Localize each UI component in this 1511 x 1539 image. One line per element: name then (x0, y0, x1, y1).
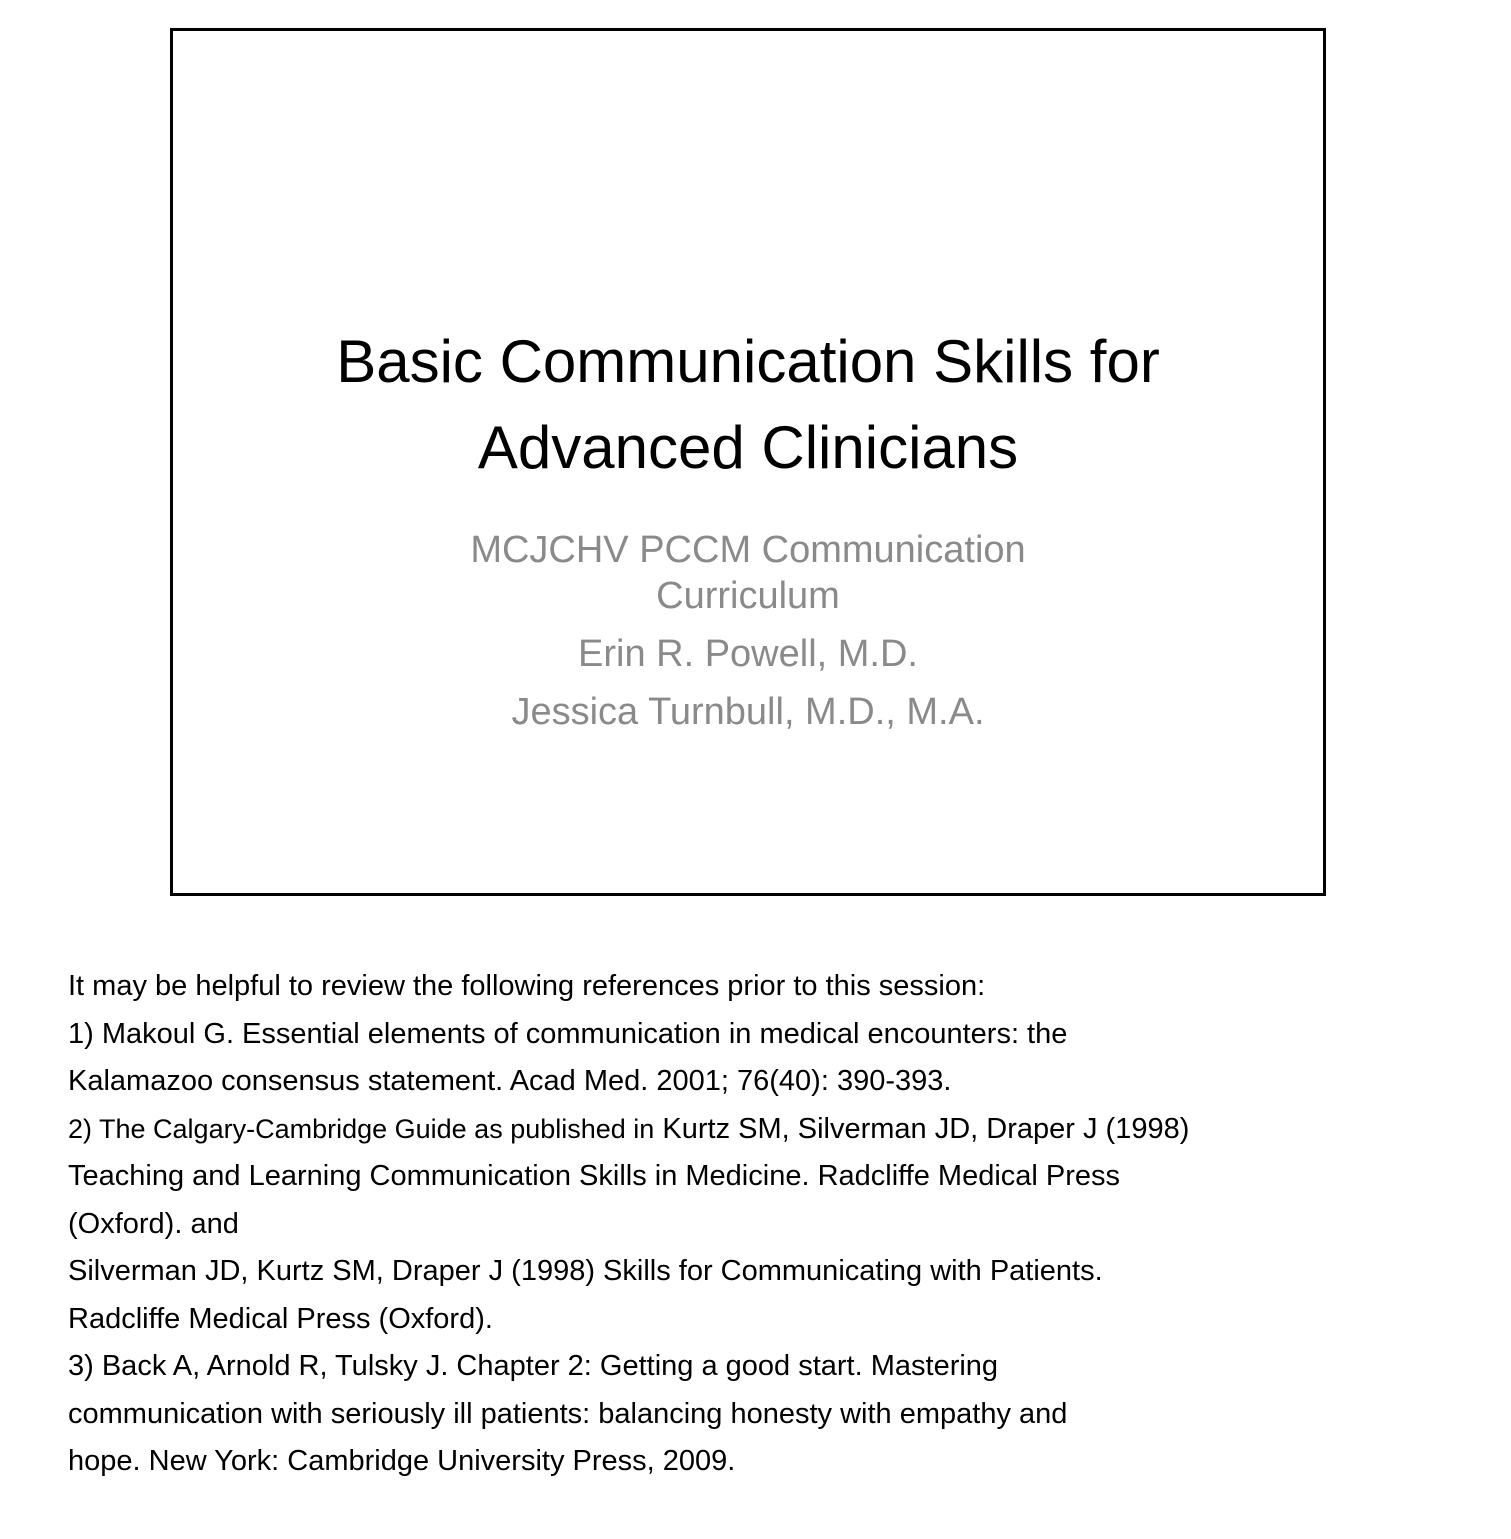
author-1: Erin R. Powell, M.D. (578, 633, 918, 675)
subtitle-line-2: Curriculum (656, 575, 840, 617)
reference-1-line-2: Kalamazoo consensus statement. Acad Med. 2001; 76(40): 390-393. (68, 1065, 952, 1097)
reference-2-line-1 (68, 1106, 1468, 1154)
slide-title-line-2: Advanced Clinicians (477, 414, 1019, 481)
reference-2-guide-text: 2) The Calgary-Cambridge Guide as published in (68, 1113, 655, 1144)
reference-2-line-5: Radcliffe Medical Press (Oxford). (68, 1302, 493, 1335)
reference-2-line-4: Silverman JD, Kurtz SM, Draper J (1998) Skills for Communicating with Patients. (68, 1255, 1103, 1287)
reference-3-line-3: hope. New York: Cambridge University Press, 2009. (68, 1445, 736, 1477)
reference-3-line-1: 3) Back A, Arnold R, Tulsky J. Chapter 2: Getting a good start. Mastering (68, 1350, 999, 1382)
reference-3-line-2: communication with seriously ill patients: balancing honesty with empathy and (68, 1397, 1068, 1430)
reference-1-line-1: 1) Makoul G. Essential elements of communication in medical encounters: the (68, 1017, 1068, 1050)
subtitle-line-1: MCJCHV PCCM Communication (470, 529, 1026, 571)
speaker-notes (68, 963, 1468, 1486)
author-2: Jessica Turnbull, M.D., M.A. (511, 691, 985, 733)
reference-2-authors-text: Kurtz SM, Silverman JD, Draper J (1998) (654, 1112, 1190, 1145)
slide-frame (170, 28, 1326, 896)
slide-title (173, 319, 1323, 491)
slide-title-line-1: Basic Communication Skills for (336, 328, 1160, 395)
reference-2-line-2: Teaching and Learning Communication Skills in Medicine. Radcliffe Medical Press (68, 1160, 1121, 1192)
slide-subtitle (173, 527, 1323, 735)
reference-2-line-3: (Oxford). and (68, 1207, 239, 1240)
notes-intro: It may be helpful to review the following references prior to this session: (68, 970, 986, 1002)
